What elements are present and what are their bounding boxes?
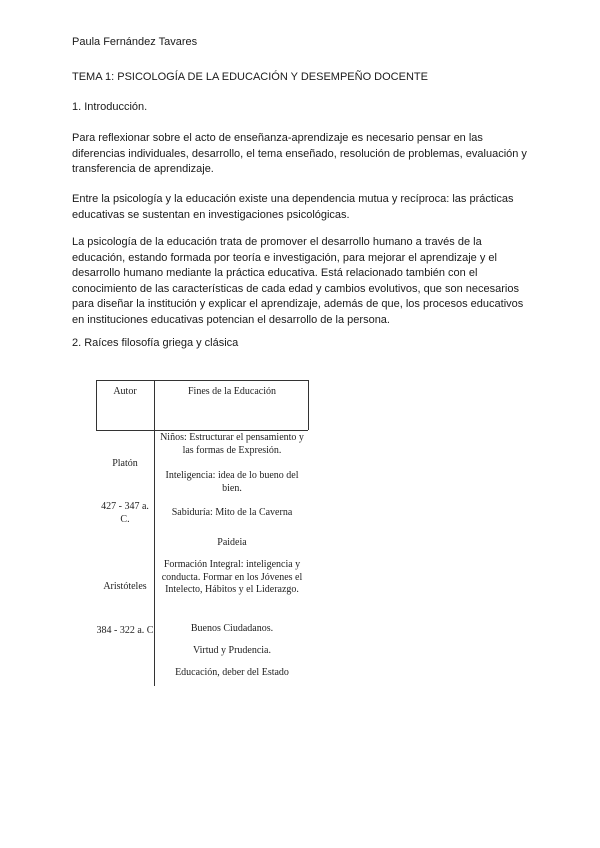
table-header-divider	[96, 430, 308, 431]
paragraph-2: Entre la psicología y la educación existe una dependencia mutua y recíproca: las prácticas educativas se sustentan en investigaciones psicológicas.	[72, 193, 514, 221]
table-border-top	[96, 380, 308, 381]
platon-aim-2: Inteligencia: idea de lo bueno del bien.	[165, 470, 299, 494]
document-title: TEMA 1: PSICOLOGÍA DE LA EDUCACIÓN Y DESEMPEÑO DOCENTE	[72, 71, 428, 83]
author-line: Paula Fernández Tavares	[72, 36, 198, 48]
aristoteles-aim-3: Buenos Ciudadanos.	[190, 623, 274, 634]
row-platon-name: Platón	[112, 458, 138, 469]
platon-aim-3: Sabiduría: Mito de la Caverna	[171, 507, 293, 518]
platon-aim-1: Niños: Estructurar el pensamiento y las formas de Expresión.	[160, 432, 304, 456]
table-border-right	[308, 380, 309, 430]
row-platon-dates: 427 - 347 a. C.	[101, 501, 149, 525]
section-heading-introduction: 1. Introducción.	[72, 101, 148, 113]
paragraph-1: Para reflexionar sobre el acto de enseñanza-aprendizaje es necesario pensar en las diferencias individuales, desarrollo, el tema enseñado, resolución de problemas, evaluación y transferencia de aprendizaje.	[72, 132, 527, 175]
table-header-aims: Fines de la Educación	[187, 386, 277, 397]
row-aristoteles-name: Aristóteles	[103, 581, 147, 592]
philosophers-table	[96, 380, 308, 686]
aristoteles-aim-1: Paideia	[217, 537, 247, 548]
aristoteles-aim-5: Educación, deber del Estado	[175, 667, 289, 678]
aristoteles-aim-4: Virtud y Prudencia.	[193, 645, 271, 656]
table-header-author: Autor	[113, 386, 137, 397]
row-aristoteles-dates: 384 - 322 a. C	[96, 625, 154, 636]
section-heading-roots: 2. Raíces filosofía griega y clásica	[72, 337, 239, 349]
paragraph-3: La psicología de la educación trata de promover el desarrollo humano a través de la educación, estando formada por teoría e investigación, para mejorar el aprendizaje y el desarrollo humano mediante la práctica educativa. Está relacionado también con el conocimiento de las características de cada edad y cambios evolutivos, que son necesarios para diseñar la institución y explicar el aprendizaje, además de que, los procesos educativos en instituciones educativas potencian el desarrollo de la persona.	[72, 236, 524, 326]
table-column-divider	[154, 380, 155, 686]
aristoteles-aim-2: Formación Integral: inteligencia y conducta. Formar en los Jóvenes el Intelecto, Hábitos y el Liderazgo.	[161, 559, 303, 595]
